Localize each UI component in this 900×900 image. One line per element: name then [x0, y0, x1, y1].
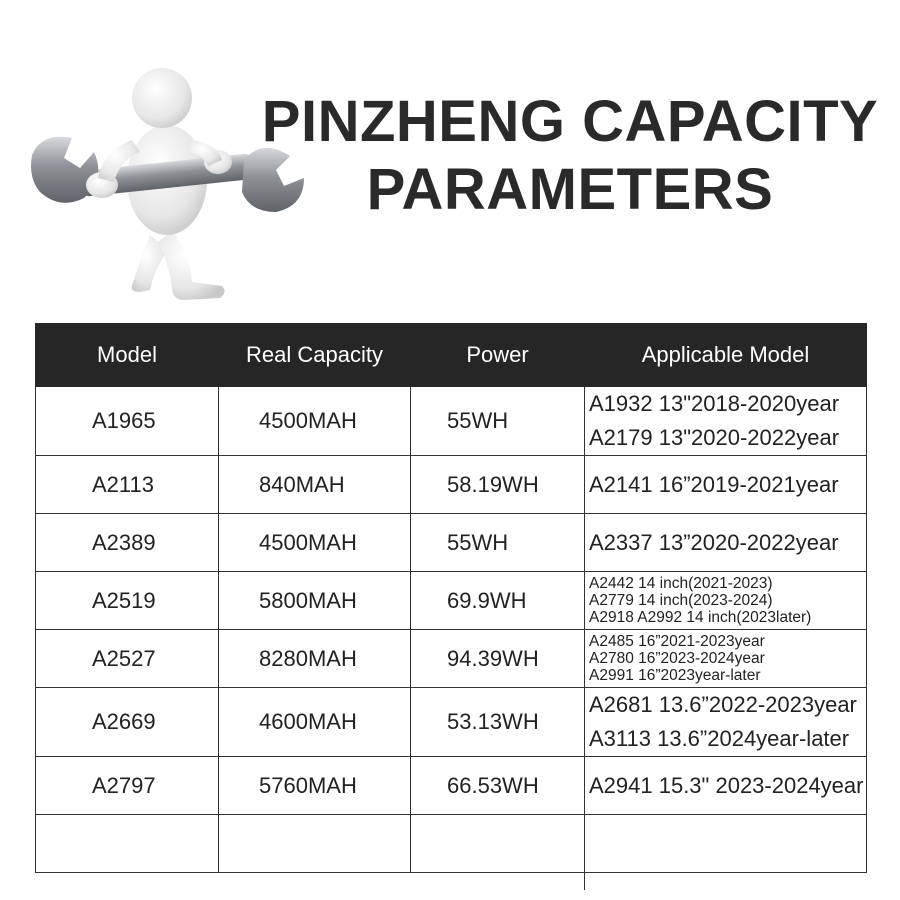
cell-model: A2797: [36, 757, 219, 815]
cell-real-capacity: 4500MAH: [219, 387, 411, 456]
cell-applicable-model: [585, 387, 867, 456]
cell-applicable-model: [585, 514, 867, 572]
applicable-model-list: [589, 514, 866, 571]
applicable-model-entry: A2485 16”2021-2023year: [589, 633, 765, 650]
applicable-model-entry: A2681 13.6”2022-2023year: [589, 692, 857, 717]
cell-applicable-model: [585, 757, 867, 815]
applicable-model-list: [589, 688, 866, 756]
cell-real-capacity: 840MAH: [219, 456, 411, 514]
cell-applicable-model: [585, 572, 867, 630]
cell-applicable-model: [585, 630, 867, 688]
cell-real-capacity: 4600MAH: [219, 688, 411, 757]
cell-real-capacity: [219, 815, 411, 873]
applicable-model-list: [589, 815, 866, 872]
cell-model: [36, 815, 219, 873]
page-title: [250, 88, 890, 224]
column-header-real-capacity: Real Capacity: [219, 324, 411, 387]
cell-power: 69.9WH: [411, 572, 585, 630]
table-row: [36, 387, 867, 456]
applicable-model-entry: A2918 A2992 14 inch(2023later): [589, 609, 812, 626]
cell-real-capacity: 8280MAH: [219, 630, 411, 688]
cell-power: 53.13WH: [411, 688, 585, 757]
column-header-applicable-model: Applicable Model: [585, 324, 867, 387]
applicable-model-list: [589, 757, 866, 814]
applicable-model-entry: A2780 16”2023-2024year: [589, 650, 765, 667]
cell-model: A2113: [36, 456, 219, 514]
applicable-model-entry: A2941 15.3" 2023-2024year: [589, 772, 864, 798]
column-header-model: Model: [36, 324, 219, 387]
cell-applicable-model: [585, 456, 867, 514]
cell-model: A1965: [36, 387, 219, 456]
applicable-model-entry: A2991 16”2023year-later: [589, 667, 761, 684]
applicable-model-entry: A2141 16”2019-2021year: [589, 471, 839, 497]
cell-power: [411, 815, 585, 873]
table-body: [36, 387, 867, 873]
applicable-model-list: [589, 387, 866, 455]
applicable-model-list: [589, 456, 866, 513]
cell-power: 66.53WH: [411, 757, 585, 815]
cell-model: A2519: [36, 572, 219, 630]
cell-applicable-model: [585, 815, 867, 873]
table-row: [36, 514, 867, 572]
applicable-model-entry: A2337 13”2020-2022year: [589, 529, 839, 555]
cell-power: 58.19WH: [411, 456, 585, 514]
cell-applicable-model: [585, 688, 867, 757]
cell-real-capacity: 5760MAH: [219, 757, 411, 815]
applicable-model-entry: A3113 13.6”2024year-later: [589, 726, 850, 751]
cell-power: 55WH: [411, 387, 585, 456]
cell-power: 55WH: [411, 514, 585, 572]
capacity-table: [35, 323, 867, 873]
table-row: [36, 456, 867, 514]
applicable-model-list: [589, 572, 866, 629]
cell-model: A2527: [36, 630, 219, 688]
applicable-model-entry: A1932 13"2018-2020year: [589, 391, 840, 416]
table-row: [36, 688, 867, 757]
applicable-model-entry: A2179 13"2020-2022year: [589, 425, 840, 450]
title-line-1: PINZHENG CAPACITY: [261, 89, 879, 154]
applicable-model-entry: A2442 14 inch(2021-2023): [589, 575, 773, 592]
cell-real-capacity: 5800MAH: [219, 572, 411, 630]
table-divider-line: [584, 850, 585, 890]
table-row: [36, 757, 867, 815]
table-row: [36, 815, 867, 873]
cell-model: A2389: [36, 514, 219, 572]
column-header-power: Power: [411, 324, 585, 387]
cell-model: A2669: [36, 688, 219, 757]
table-row: [36, 572, 867, 630]
applicable-model-list: [589, 630, 866, 687]
table-header-row: [36, 324, 867, 387]
table-row: [36, 630, 867, 688]
title-line-2: PARAMETERS: [366, 157, 774, 222]
applicable-model-entry: A2779 14 inch(2023-2024): [589, 592, 773, 609]
cell-real-capacity: 4500MAH: [219, 514, 411, 572]
cell-power: 94.39WH: [411, 630, 585, 688]
